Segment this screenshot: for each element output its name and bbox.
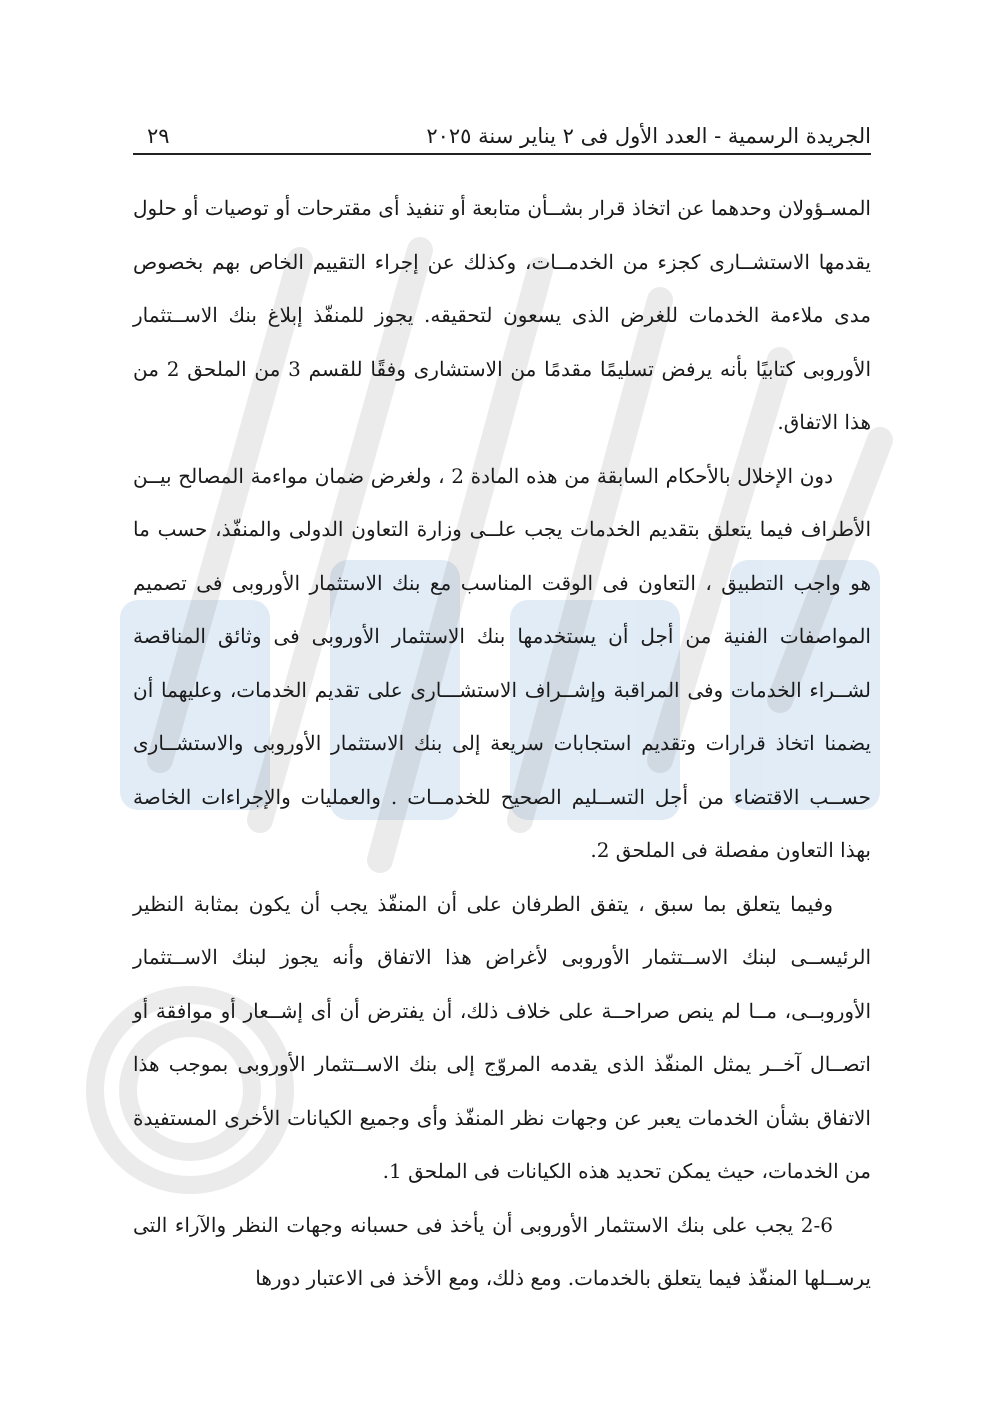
header-title: الجريدة الرسمية - العدد الأول فى ٢ يناير سنة ٢٠٢٥ xyxy=(426,124,871,148)
paragraph-3: وفيما يتعلق بما سبق ، يتفق الطرفان على أن المنفّذ يجب أن يكون بمثابة النظير الرئيســى لبنك الاســتثمار الأوروبى لأغراض هذا الاتفاق وأنه يجوز لبنك الاســتثمار الأوروبــى، مــا لم ينص صراحــة على خلاف ذلك، أن يفترض أن أى إشــعار أو موافقة أو اتصــال آخــر يمثل المنفّذ الذى يقدمه المروّج إلى بنك الاســتثمار الأوروبى بموجب هذا الاتفاق بشأن الخدمات يعبر عن وجهات نظر المنفّذ وأى وجميع الكيانات الأخرى المستفيدة من الخدمات، حيث يمكن تحديد هذه الكيانات فى الملحق 1. xyxy=(133,891,871,1183)
page-number: ٢٩ xyxy=(147,124,170,148)
body-text xyxy=(133,182,871,1306)
paragraph-1: المسـؤولان وحدهما عن اتخاذ قرار بشــأن متابعة أو تنفيذ أى مقترحات أو توصيات أو حلول يقدمها الاستشــارى كجزء من الخدمــات، وكذلك عن إجراء التقييم الخاص بهم بخصوص مدى ملاءمة الخدمات للغرض الذى يسعون لتحقيقه. يجوز للمنفّذ إبلاغ بنك الاســتثمار الأوروبى كتابيًا بأنه يرفض تسليمًا مقدمًا من الاستشارى وفقًا للقسم 3 من الملحق 2 من هذا الاتفاق. xyxy=(133,196,872,434)
running-header xyxy=(133,112,871,148)
paragraph-2: دون الإخلال بالأحكام السابقة من هذه المادة 2 ، ولغرض ضمان مواءمة المصالح بيــن الأطراف فيما يتعلق بتقديم الخدمات يجب علــى وزارة التعاون الدولى والمنفّذ، حسب ما هو واجب التطبيق ، التعاون فى الوقت المناسب مع بنك الاستثمار الأوروبى فى تصميم المواصفات الفنية من أجل أن يستخدمها بنك الاستثمار الأوروبى فى وثائق المناقصة لشــراء الخدمات وفى المراقبة وإشــراف الاستشـــارى على تقديم الخدمات، وعليهما أن يضمنا اتخاذ قرارات وتقديم استجابات سريعة إلى بنك الاستثمار الأوروبى والاستشــارى حســب الاقتضاء من أجل التســليم الصحيح للخدمــات . والعمليات والإجراءات الخاصة بهذا التعاون مفصلة فى الملحق 2. xyxy=(133,463,871,862)
paragraph-4: 2-6 يجب على بنك الاستثمار الأوروبى أن يأخذ فى حسبانه وجهات النظر والآراء التى يرســلها المنفّذ فيما يتعلق بالخدمات. ومع ذلك، ومع الأخذ فى الاعتبار دورها xyxy=(133,1212,871,1290)
header-rule xyxy=(133,153,871,155)
